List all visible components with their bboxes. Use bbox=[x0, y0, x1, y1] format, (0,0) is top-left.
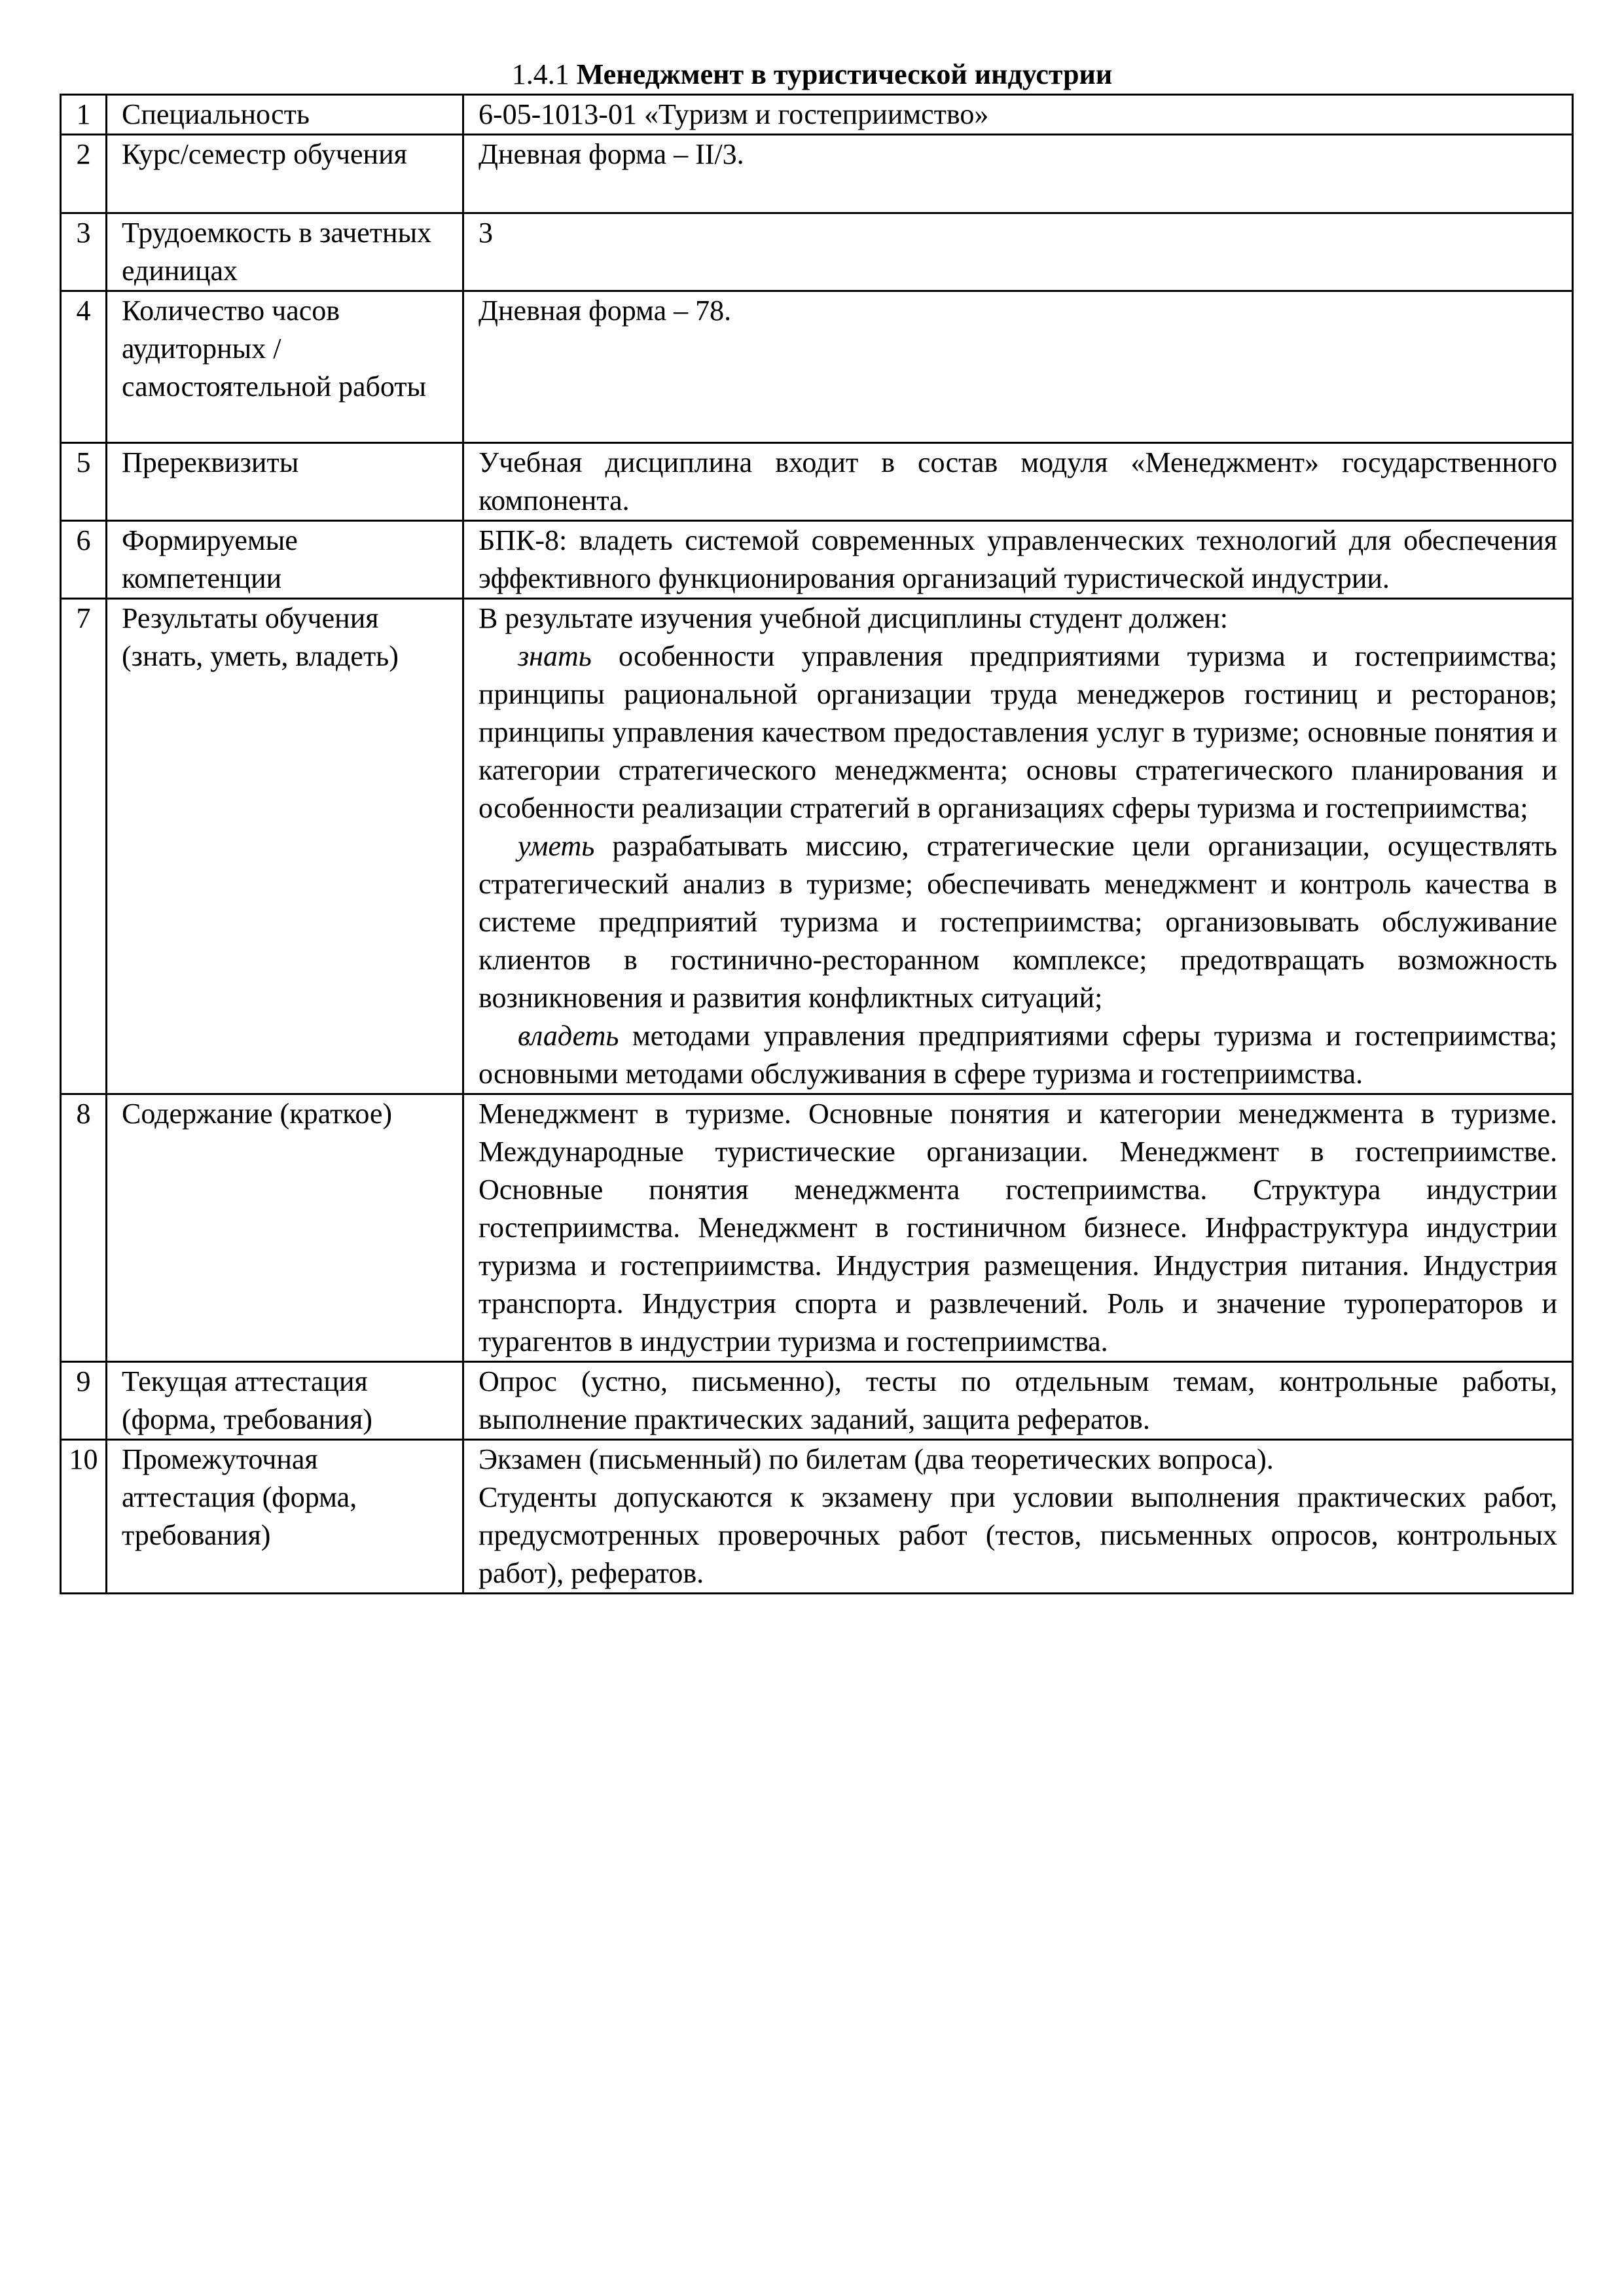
row-label: Количество часов аудиторных / самостоятельной работы bbox=[107, 291, 463, 443]
row-value bbox=[463, 443, 1573, 521]
learning-can bbox=[478, 827, 1557, 1017]
row-number: 9 bbox=[61, 1362, 107, 1440]
table-row bbox=[61, 213, 1573, 291]
row-value: 6-05-1013-01 «Туризм и гостеприимство» bbox=[463, 95, 1573, 135]
row-number: 5 bbox=[61, 443, 107, 521]
row-value: Дневная форма – II/3. bbox=[463, 135, 1573, 213]
row-value bbox=[463, 1094, 1573, 1362]
row-value bbox=[463, 599, 1573, 1094]
row-value-text: БПК-8: владеть системой современных управленческих технологий для обеспечения эффективного функционирования организаций туристической индустрии. bbox=[478, 524, 1557, 594]
learning-intro: В результате изучения учебной дисциплины студент должен: bbox=[478, 602, 1229, 634]
own-text: методами управления предприятиями сферы туризма и гостеприимства; основными методами обслуживания в сфере туризма и гостеприимства. bbox=[478, 1020, 1557, 1090]
row-number: 10 bbox=[61, 1440, 107, 1594]
row-number: 3 bbox=[61, 213, 107, 291]
row-value-text: Учебная дисциплина входит в состав модуля «Менеджмент» государственного компонента. bbox=[478, 446, 1557, 516]
own-keyword: владеть bbox=[518, 1020, 619, 1052]
row-value-text: Менеджмент в туризме. Основные понятия и категории менеджмента в туризме. Международные туристические организации. Менеджмент в гостеприимстве. Основные понятия менеджмента гостеприимства. Структура индустрии гостеприимства. Менеджмент в гостиничном бизнесе. Инфраструктура индустрии туризма и гостеприимства. Индустрия размещения. Индустрия питания. Индустрия транспорта. Индустрия спорта и развлечений. Роль и значение туроператоров и турагентов в индустрии туризма и гостеприимства. bbox=[478, 1098, 1557, 1357]
table-row bbox=[61, 1440, 1573, 1594]
row-label: Результаты обучения (знать, уметь, владеть) bbox=[107, 599, 463, 1094]
row-number: 6 bbox=[61, 521, 107, 599]
title-number: 1.4.1 bbox=[511, 58, 569, 90]
table-row bbox=[61, 1362, 1573, 1440]
know-keyword: знать bbox=[518, 640, 592, 672]
can-keyword: уметь bbox=[518, 830, 595, 862]
table-row bbox=[61, 135, 1573, 213]
table-row bbox=[61, 95, 1573, 135]
exam-line-1: Экзамен (письменный) по билетам (два теоретических вопроса). bbox=[478, 1443, 1274, 1475]
row-number: 2 bbox=[61, 135, 107, 213]
title-name: Менеджмент в туристической индустрии bbox=[576, 58, 1113, 90]
know-text: особенности управления предприятиями туризма и гостеприимства; принципы рациональной организации труда менеджеров гостиниц и ресторанов; принципы управления качеством предоставления услуг в туризме; основные понятия и категории стратегического менеджмента; основы стратегического планирования и особенности реализации стратегий в организациях сферы туризма и гостеприимства; bbox=[478, 640, 1557, 824]
row-value: Дневная форма – 78. bbox=[463, 291, 1573, 443]
row-label: Пререквизиты bbox=[107, 443, 463, 521]
table-row bbox=[61, 1094, 1573, 1362]
row-label: Специальность bbox=[107, 95, 463, 135]
table-row bbox=[61, 521, 1573, 599]
row-label: Содержание (краткое) bbox=[107, 1094, 463, 1362]
table-row bbox=[61, 599, 1573, 1094]
row-number: 7 bbox=[61, 599, 107, 1094]
learning-own bbox=[478, 1017, 1557, 1093]
row-value bbox=[463, 521, 1573, 599]
course-table bbox=[60, 94, 1574, 1594]
learning-know bbox=[478, 637, 1557, 827]
row-label: Трудоемкость в зачетных единицах bbox=[107, 213, 463, 291]
table-row bbox=[61, 443, 1573, 521]
row-number: 4 bbox=[61, 291, 107, 443]
row-number: 8 bbox=[61, 1094, 107, 1362]
row-label: Промежуточная аттестация (форма, требования) bbox=[107, 1440, 463, 1594]
row-number: 1 bbox=[61, 95, 107, 135]
exam-line-2: Студенты допускаются к экзамену при условии выполнения практических работ, предусмотренных проверочных работ (тестов, письменных опросов, контрольных работ), рефератов. bbox=[478, 1481, 1557, 1589]
table-row bbox=[61, 291, 1573, 443]
document-title bbox=[0, 56, 1624, 93]
can-text: разрабатывать миссию, стратегические цели организации, осуществлять стратегический анализ в туризме; обеспечивать менеджмент и контроль качества в системе предприятий туризма и гостеприимства; организовывать обслуживание клиентов в гостинично-ресторанном комплексе; предотвращать возможность возникновения и развития конфликтных ситуаций; bbox=[478, 830, 1557, 1014]
row-value bbox=[463, 1440, 1573, 1594]
row-label: Курс/семестр обучения bbox=[107, 135, 463, 213]
row-value bbox=[463, 1362, 1573, 1440]
row-value-text: Опрос (устно, письменно), тесты по отдельным темам, контрольные работы, выполнение практических заданий, защита рефератов. bbox=[478, 1365, 1557, 1435]
row-label: Текущая аттестация (форма, требования) bbox=[107, 1362, 463, 1440]
row-value: 3 bbox=[463, 213, 1573, 291]
row-label: Формируемые компетенции bbox=[107, 521, 463, 599]
